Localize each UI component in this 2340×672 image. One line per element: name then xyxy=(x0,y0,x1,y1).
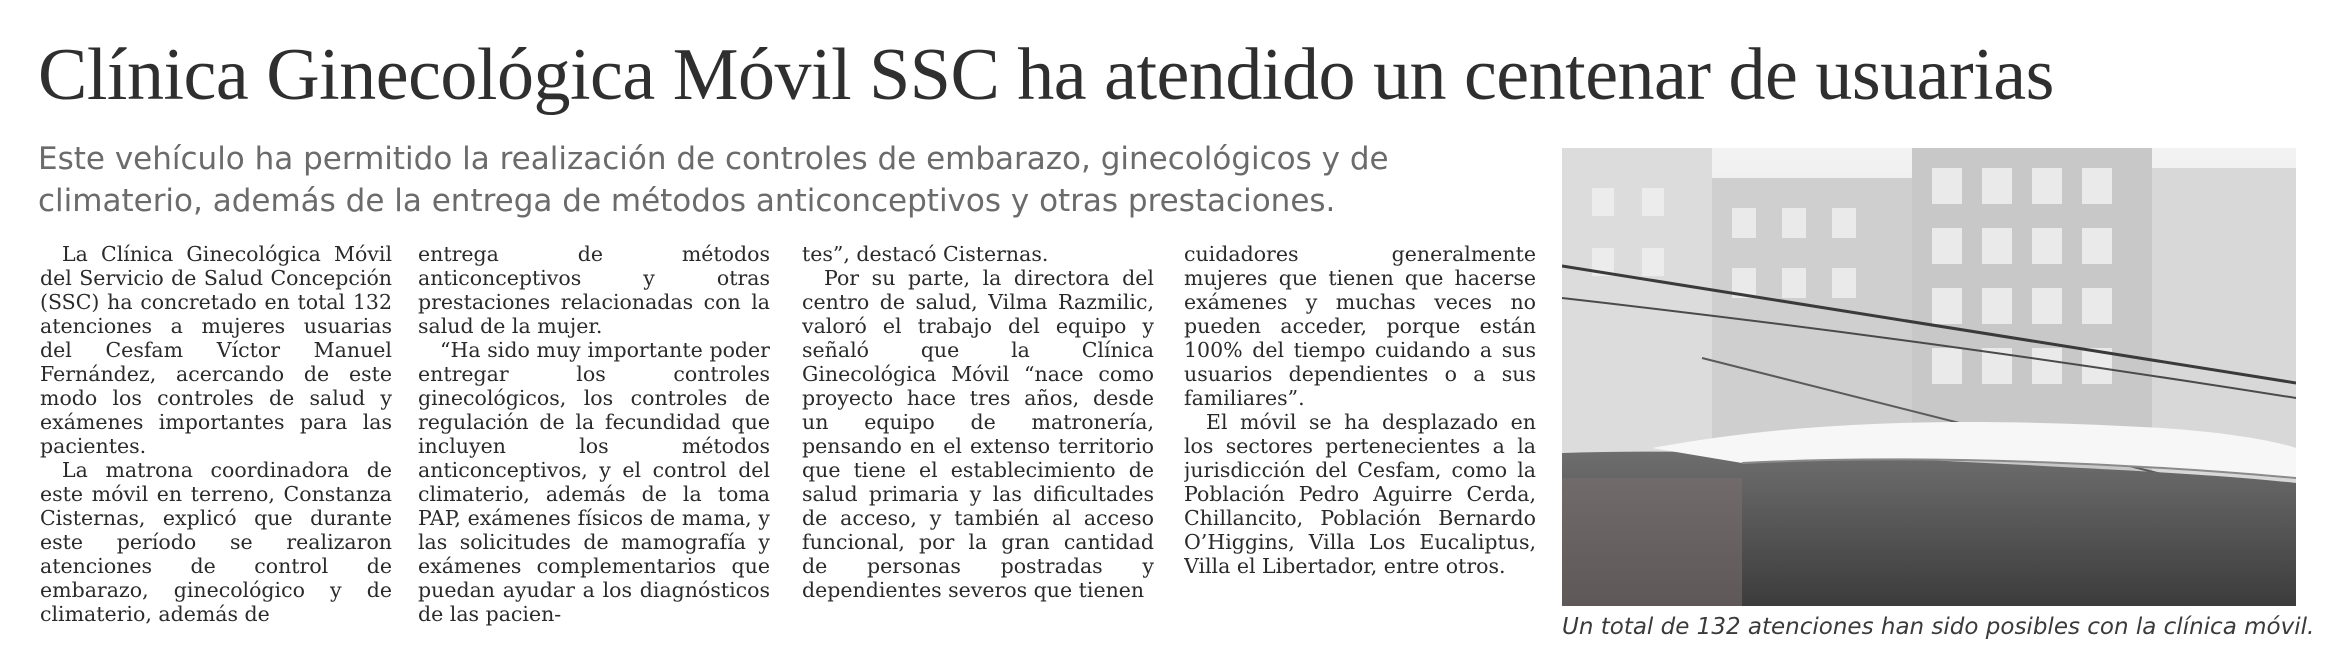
paragraph: Por su parte, la directora del centro de salud, Vilma Razmilic, valoró el trabajo del equipo y señaló que la Clínica Ginecológica Móvil “nace como proyecto hace tres años, desde un equipo de matronería, pensando en el extenso territorio que tiene el establecimiento de salud primaria y las dificultades de acceso, y también al acceso funcional, por la gran cantidad de personas postradas y dependientes severos que tienen xyxy=(802,266,1154,602)
paragraph: La Clínica Ginecológica Móvil del Servicio de Salud Concepción (SSC) ha concretado en total 132 atenciones a mujeres usuarias del Cesfam Víctor Manuel Fernández, acercando de este modo los controles de salud y exámenes importantes para las pacientes. xyxy=(40,242,392,458)
article-headline: Clínica Ginecológica Móvil SSC ha atendido un centenar de usuarias xyxy=(38,34,2054,116)
paragraph: cuidadores generalmente mujeres que tienen que hacerse exámenes y muchas veces no pueden acceder, porque están 100% del tiempo cuidando a sus usuarios dependientes o a sus familiares”. xyxy=(1184,242,1536,410)
paragraph: La matrona coordinadora de este móvil en terreno, Constanza Cisternas, explicó que durante este período se realizaron atenciones de control de embarazo, ginecológico y de climaterio, además de xyxy=(40,458,392,626)
paragraph: tes”, destacó Cisternas. xyxy=(802,242,1049,266)
paragraph: “Ha sido muy importante poder entregar los controles ginecológicos, los controles de regulación de la fecundidad que incluyen los métodos anticonceptivos, y el control del climaterio, además de la toma PAP, exámenes físicos de mama, y las solicitudes de mamografía y exámenes complementarios que puedan ayudar a los diagnósticos de las pacien- xyxy=(418,338,770,626)
photo-caption: Un total de 132 atenciones han sido posibles con la clínica móvil. xyxy=(1562,614,2315,640)
article-subhead: Este vehículo ha permitido la realización de controles de embarazo, ginecológicos y de climaterio, además de la entrega de métodos anticonceptivos y otras prestaciones. xyxy=(38,141,1389,219)
paragraph: El móvil se ha desplazado en los sectores pertenecientes a la jurisdicción del Cesfam, como la Población Pedro Aguirre Cerda, Chillancito, Población Bernardo O’Higgins, Villa Los Eucaliptus, Villa el Libertador, entre otros. xyxy=(1184,410,1536,578)
article-photo xyxy=(1562,148,2296,606)
photo-illustration xyxy=(1562,148,2296,606)
article-column-2 xyxy=(418,242,770,662)
article-column-3 xyxy=(802,242,1154,662)
article-column-1 xyxy=(40,242,392,662)
article-column-4 xyxy=(1184,242,1536,662)
paragraph: entrega de métodos anticonceptivos y otras prestaciones relacionadas con la salud de la mujer. xyxy=(418,242,770,338)
